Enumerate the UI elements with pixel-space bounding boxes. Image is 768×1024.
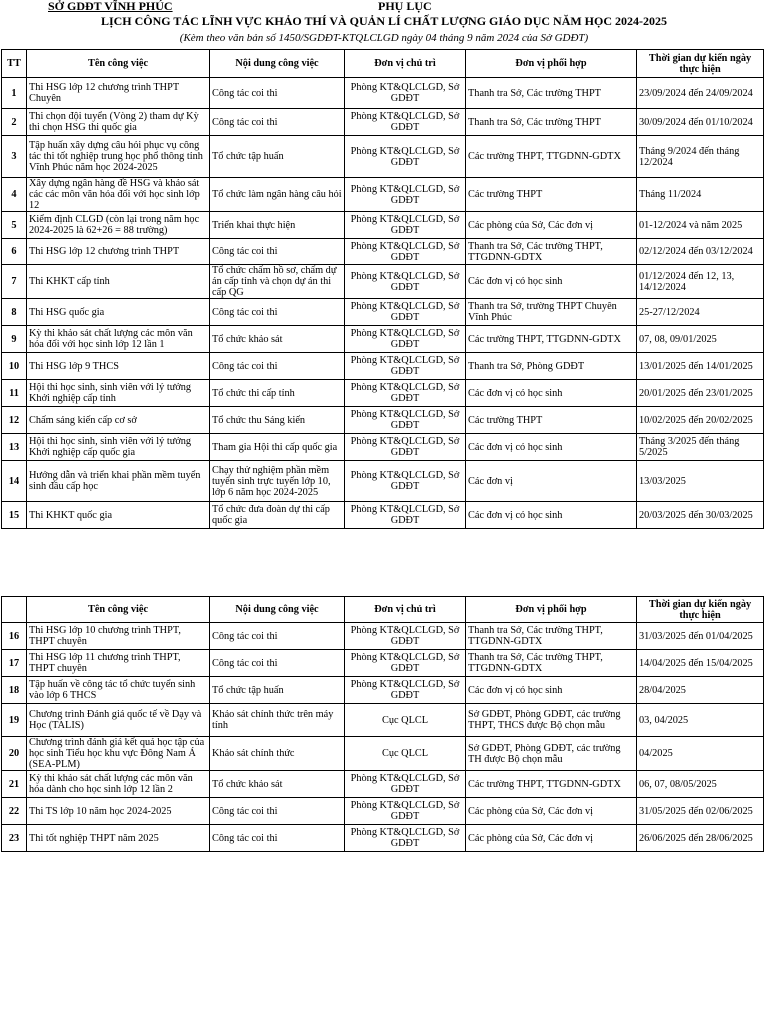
- cell-task-content: Công tác coi thi: [210, 825, 345, 852]
- cell-lead-unit: Phòng KT&QLCLGD, Sở GDĐT: [345, 677, 466, 704]
- cell-lead-unit: Phòng KT&QLCLGD, Sở GDĐT: [345, 623, 466, 650]
- cell-schedule-time: 30/09/2024 đến 01/10/2024: [637, 109, 764, 136]
- cell-coordinating-unit: Thanh tra Sở, Các trường THPT, TTGDNN-GDTX: [466, 650, 637, 677]
- cell-schedule-time: Tháng 3/2025 đến tháng 5/2025: [637, 434, 764, 461]
- cell-coordinating-unit: Các đơn vị: [466, 461, 637, 502]
- cell-task-content: Tham gia Hội thi cấp quốc gia: [210, 434, 345, 461]
- table-row: [2, 502, 764, 529]
- cell-lead-unit: Cục QLCL: [345, 737, 466, 771]
- cell-lead-unit: Phòng KT&QLCLGD, Sở GDĐT: [345, 265, 466, 299]
- header-task-content: Nội dung công việc: [210, 50, 345, 78]
- cell-schedule-time: 01-12/2024 và năm 2025: [637, 212, 764, 239]
- cell-lead-unit: Phòng KT&QLCLGD, Sở GDĐT: [345, 407, 466, 434]
- cell-coordinating-unit: Thanh tra Sở, Phòng GDĐT: [466, 353, 637, 380]
- cell-task-name: Thi TS lớp 10 năm học 2024-2025: [27, 798, 210, 825]
- cell-coordinating-unit: Các phòng của Sở, Các đơn vị: [466, 212, 637, 239]
- cell-coordinating-unit: Sở GDĐT, Phòng GDĐT, các trường THPT, THCS được Bộ chọn mẫu: [466, 704, 637, 737]
- table-row: [2, 239, 764, 265]
- cell-coordinating-unit: Các phòng của Sở, Các đơn vị: [466, 798, 637, 825]
- header-task-name: Tên công việc: [27, 597, 210, 623]
- cell-schedule-time: 04/2025: [637, 737, 764, 771]
- cell-stt: 16: [2, 623, 27, 650]
- cell-schedule-time: 14/04/2025 đến 15/04/2025: [637, 650, 764, 677]
- table-row: [2, 136, 764, 178]
- cell-task-content: Công tác coi thi: [210, 353, 345, 380]
- cell-coordinating-unit: Các phòng của Sở, Các đơn vị: [466, 825, 637, 852]
- cell-lead-unit: Phòng KT&QLCLGD, Sở GDĐT: [345, 239, 466, 265]
- cell-stt: 17: [2, 650, 27, 677]
- cell-task-name: Tập huấn về công tác tổ chức tuyển sinh vào lớp 6 THCS: [27, 677, 210, 704]
- cell-stt: 15: [2, 502, 27, 529]
- cell-schedule-time: 06, 07, 08/05/2025: [637, 771, 764, 798]
- cell-schedule-time: Tháng 9/2024 đến tháng 12/2024: [637, 136, 764, 178]
- cell-schedule-time: 20/03/2025 đến 30/03/2025: [637, 502, 764, 529]
- cell-schedule-time: 07, 08, 09/01/2025: [637, 326, 764, 353]
- cell-stt: 10: [2, 353, 27, 380]
- cell-schedule-time: 13/01/2025 đến 14/01/2025: [637, 353, 764, 380]
- cell-task-name: Thi KHKT quốc gia: [27, 502, 210, 529]
- cell-task-name: Chương trình đánh giá kết quả học tập của học sinh Tiểu học khu vực Đông Nam Á (SEA-PLM): [27, 737, 210, 771]
- cell-coordinating-unit: Các trường THPT: [466, 178, 637, 212]
- cell-coordinating-unit: Các đơn vị có học sinh: [466, 380, 637, 407]
- cell-lead-unit: Phòng KT&QLCLGD, Sở GDĐT: [345, 502, 466, 529]
- table-row: [2, 771, 764, 798]
- cell-coordinating-unit: Các đơn vị có học sinh: [466, 434, 637, 461]
- cell-stt: 11: [2, 380, 27, 407]
- cell-task-content: Khảo sát chính thức trên máy tính: [210, 704, 345, 737]
- document-title: LỊCH CÔNG TÁC LĨNH VỰC KHẢO THÍ VÀ QUẢN LÍ CHẤT LƯỢNG GIÁO DỤC NĂM HỌC 2024-2025: [100, 14, 668, 28]
- cell-task-name: Hội thi học sinh, sinh viên với lý tưởng Khởi nghiệp cấp tỉnh: [27, 380, 210, 407]
- cell-task-content: Tổ chức đưa đoàn dự thi cấp quốc gia: [210, 502, 345, 529]
- schedule-table-1: [1, 49, 764, 529]
- cell-lead-unit: Phòng KT&QLCLGD, Sở GDĐT: [345, 212, 466, 239]
- cell-lead-unit: Phòng KT&QLCLGD, Sở GDĐT: [345, 461, 466, 502]
- cell-lead-unit: Phòng KT&QLCLGD, Sở GDĐT: [345, 380, 466, 407]
- table-row: [2, 380, 764, 407]
- cell-coordinating-unit: Thanh tra Sở, trường THPT Chuyên Vĩnh Phúc: [466, 299, 637, 326]
- cell-task-name: Chương trình Đánh giá quốc tế về Dạy và Học (TALIS): [27, 704, 210, 737]
- table-row: [2, 178, 764, 212]
- cell-stt: 8: [2, 299, 27, 326]
- cell-stt: 4: [2, 178, 27, 212]
- cell-task-content: Chạy thử nghiệm phần mềm tuyển sinh trực tuyến lớp 10, lớp 6 năm học 2024-2025: [210, 461, 345, 502]
- header-stt: TT: [2, 50, 27, 78]
- cell-task-content: Tổ chức khảo sát: [210, 326, 345, 353]
- cell-stt: 1: [2, 78, 27, 109]
- table-row: [2, 434, 764, 461]
- cell-task-content: Tổ chức khảo sát: [210, 771, 345, 798]
- cell-lead-unit: Phòng KT&QLCLGD, Sở GDĐT: [345, 771, 466, 798]
- cell-lead-unit: Phòng KT&QLCLGD, Sở GDĐT: [345, 353, 466, 380]
- cell-task-content: Tổ chức thi cấp tỉnh: [210, 380, 345, 407]
- cell-coordinating-unit: Thanh tra Sở, Các trường THPT, TTGDNN-GDTX: [466, 239, 637, 265]
- table-row: [2, 623, 764, 650]
- cell-schedule-time: 31/03/2025 đến 01/04/2025: [637, 623, 764, 650]
- cell-task-name: Thi KHKT cấp tỉnh: [27, 265, 210, 299]
- header-lead-unit: Đơn vị chủ trì: [345, 597, 466, 623]
- cell-stt: 12: [2, 407, 27, 434]
- cell-stt: 22: [2, 798, 27, 825]
- cell-coordinating-unit: Sở GDĐT, Phòng GDĐT, các trường TH được Bộ chọn mẫu: [466, 737, 637, 771]
- cell-lead-unit: Phòng KT&QLCLGD, Sở GDĐT: [345, 825, 466, 852]
- cell-stt: 23: [2, 825, 27, 852]
- cell-task-content: Công tác coi thi: [210, 299, 345, 326]
- cell-coordinating-unit: Thanh tra Sở, Các trường THPT: [466, 78, 637, 109]
- cell-task-content: Tổ chức tập huấn: [210, 677, 345, 704]
- cell-stt: 2: [2, 109, 27, 136]
- cell-task-content: Tổ chức thu Sáng kiến: [210, 407, 345, 434]
- cell-schedule-time: 23/09/2024 đến 24/09/2024: [637, 78, 764, 109]
- cell-task-name: Hướng dẫn và triển khai phần mềm tuyển sinh đầu cấp học: [27, 461, 210, 502]
- cell-task-name: Thi HSG quốc gia: [27, 299, 210, 326]
- appendix-label: PHỤ LỤC: [378, 0, 432, 13]
- cell-coordinating-unit: Các trường THPT, TTGDNN-GDTX: [466, 326, 637, 353]
- table-row: [2, 78, 764, 109]
- cell-task-name: Kỳ thi khảo sát chất lượng các môn văn hóa đối với học sinh lớp 12 lần 1: [27, 326, 210, 353]
- cell-schedule-time: 20/01/2025 đến 23/01/2025: [637, 380, 764, 407]
- header-schedule-time: Thời gian dự kiến ngày thực hiện: [637, 597, 764, 623]
- table-row: [2, 265, 764, 299]
- table-row: [2, 677, 764, 704]
- cell-stt: 18: [2, 677, 27, 704]
- cell-coordinating-unit: Thanh tra Sở, Các trường THPT: [466, 109, 637, 136]
- cell-schedule-time: 13/03/2025: [637, 461, 764, 502]
- cell-task-name: Thi HSG lớp 11 chương trình THPT, THPT chuyên: [27, 650, 210, 677]
- cell-task-content: Công tác coi thi: [210, 623, 345, 650]
- table-row: [2, 212, 764, 239]
- cell-task-name: Thi tốt nghiệp THPT năm 2025: [27, 825, 210, 852]
- table-row: [2, 326, 764, 353]
- table-row: [2, 650, 764, 677]
- cell-coordinating-unit: Các đơn vị có học sinh: [466, 677, 637, 704]
- cell-stt: 13: [2, 434, 27, 461]
- cell-task-name: Thi HSG lớp 9 THCS: [27, 353, 210, 380]
- table-row: [2, 825, 764, 852]
- document-subtitle: (Kèm theo văn bản số 1450/SGDĐT-KTQLCLGD ngày 04 tháng 9 năm 2024 của Sở GDĐT): [179, 32, 589, 44]
- cell-lead-unit: Phòng KT&QLCLGD, Sở GDĐT: [345, 78, 466, 109]
- cell-coordinating-unit: Các đơn vị có học sinh: [466, 502, 637, 529]
- cell-stt: 3: [2, 136, 27, 178]
- cell-task-name: Hội thi học sinh, sinh viên với lý tưởng Khởi nghiệp cấp quốc gia: [27, 434, 210, 461]
- cell-schedule-time: 02/12/2024 đến 03/12/2024: [637, 239, 764, 265]
- cell-schedule-time: 31/05/2025 đến 02/06/2025: [637, 798, 764, 825]
- cell-task-content: Tổ chức tập huấn: [210, 136, 345, 178]
- cell-lead-unit: Phòng KT&QLCLGD, Sở GDĐT: [345, 434, 466, 461]
- table-row: [2, 299, 764, 326]
- table-row: [2, 109, 764, 136]
- header-coordinating-unit: Đơn vị phối hợp: [466, 597, 637, 623]
- header-task-content: Nội dung công việc: [210, 597, 345, 623]
- cell-lead-unit: Phòng KT&QLCLGD, Sở GDĐT: [345, 109, 466, 136]
- header-schedule-time: Thời gian dự kiến ngày thực hiện: [637, 50, 764, 78]
- cell-lead-unit: Phòng KT&QLCLGD, Sở GDĐT: [345, 178, 466, 212]
- cell-task-name: Xây dựng ngân hàng đề HSG và khảo sát các các môn văn hóa đối với học sinh lớp 12: [27, 178, 210, 212]
- header-lead-unit: Đơn vị chủ trì: [345, 50, 466, 78]
- header-stt: [2, 597, 27, 623]
- cell-lead-unit: Phòng KT&QLCLGD, Sở GDĐT: [345, 326, 466, 353]
- cell-coordinating-unit: Các đơn vị có học sinh: [466, 265, 637, 299]
- cell-stt: 20: [2, 737, 27, 771]
- cell-task-content: Công tác coi thi: [210, 109, 345, 136]
- cell-stt: 5: [2, 212, 27, 239]
- table-row: [2, 798, 764, 825]
- cell-lead-unit: Phòng KT&QLCLGD, Sở GDĐT: [345, 650, 466, 677]
- cell-task-name: Thi HSG lớp 12 chương trình THPT: [27, 239, 210, 265]
- cell-task-name: Kiểm định CLGD (còn lại trong năm học 2024-2025 là 62+26 = 88 trường): [27, 212, 210, 239]
- cell-coordinating-unit: Thanh tra Sở, Các trường THPT, TTGDNN-GDTX: [466, 623, 637, 650]
- cell-task-name: Tập huấn xây dựng câu hỏi phục vụ công tác thi tốt nghiệp trung học phổ thông tỉnh Vĩnh Phúc năm học 2024-2025: [27, 136, 210, 178]
- cell-schedule-time: 10/02/2025 đến 20/02/2025: [637, 407, 764, 434]
- cell-schedule-time: 28/04/2025: [637, 677, 764, 704]
- cell-schedule-time: Tháng 11/2024: [637, 178, 764, 212]
- cell-task-content: Tổ chức chấm hồ sơ, chấm dự án cấp tỉnh và chọn dự án thi cấp QG: [210, 265, 345, 299]
- cell-stt: 19: [2, 704, 27, 737]
- cell-coordinating-unit: Các trường THPT: [466, 407, 637, 434]
- cell-task-content: Khảo sát chính thức: [210, 737, 345, 771]
- cell-lead-unit: Cục QLCL: [345, 704, 466, 737]
- cell-schedule-time: 03, 04/2025: [637, 704, 764, 737]
- cell-task-name: Thi chọn đội tuyển (Vòng 2) tham dự Kỳ thi chọn HSG thi quốc gia: [27, 109, 210, 136]
- cell-lead-unit: Phòng KT&QLCLGD, Sở GDĐT: [345, 299, 466, 326]
- table-row: [2, 407, 764, 434]
- cell-lead-unit: Phòng KT&QLCLGD, Sở GDĐT: [345, 136, 466, 178]
- cell-schedule-time: 01/12/2024 đến 12, 13, 14/12/2024: [637, 265, 764, 299]
- table-row: [2, 353, 764, 380]
- cell-task-content: Tổ chức làm ngân hàng câu hỏi: [210, 178, 345, 212]
- organization-name: SỞ GDĐT VĨNH PHÚC: [48, 0, 173, 13]
- cell-lead-unit: Phòng KT&QLCLGD, Sở GDĐT: [345, 798, 466, 825]
- table-row: [2, 461, 764, 502]
- table-row: [2, 704, 764, 737]
- cell-task-content: Công tác coi thi: [210, 650, 345, 677]
- cell-schedule-time: 25-27/12/2024: [637, 299, 764, 326]
- cell-task-content: Công tác coi thi: [210, 798, 345, 825]
- header-task-name: Tên công việc: [27, 50, 210, 78]
- cell-task-content: Triển khai thực hiện: [210, 212, 345, 239]
- cell-stt: 21: [2, 771, 27, 798]
- cell-coordinating-unit: Các trường THPT, TTGDNN-GDTX: [466, 136, 637, 178]
- cell-stt: 9: [2, 326, 27, 353]
- schedule-table-2: [1, 596, 764, 852]
- cell-stt: 14: [2, 461, 27, 502]
- header-coordinating-unit: Đơn vị phối hợp: [466, 50, 637, 78]
- cell-schedule-time: 26/06/2025 đến 28/06/2025: [637, 825, 764, 852]
- table-row: [2, 737, 764, 771]
- cell-stt: 6: [2, 239, 27, 265]
- cell-task-name: Kỳ thi khảo sát chất lượng các môn văn hóa dành cho học sinh lớp 12 lần 2: [27, 771, 210, 798]
- cell-task-content: Công tác coi thi: [210, 239, 345, 265]
- cell-task-name: Chấm sáng kiến cấp cơ sở: [27, 407, 210, 434]
- cell-task-content: Công tác coi thi: [210, 78, 345, 109]
- cell-task-name: Thi HSG lớp 12 chương trình THPT Chuyên: [27, 78, 210, 109]
- cell-stt: 7: [2, 265, 27, 299]
- cell-task-name: Thi HSG lớp 10 chương trình THPT, THPT chuyên: [27, 623, 210, 650]
- cell-coordinating-unit: Các trường THPT, TTGDNN-GDTX: [466, 771, 637, 798]
